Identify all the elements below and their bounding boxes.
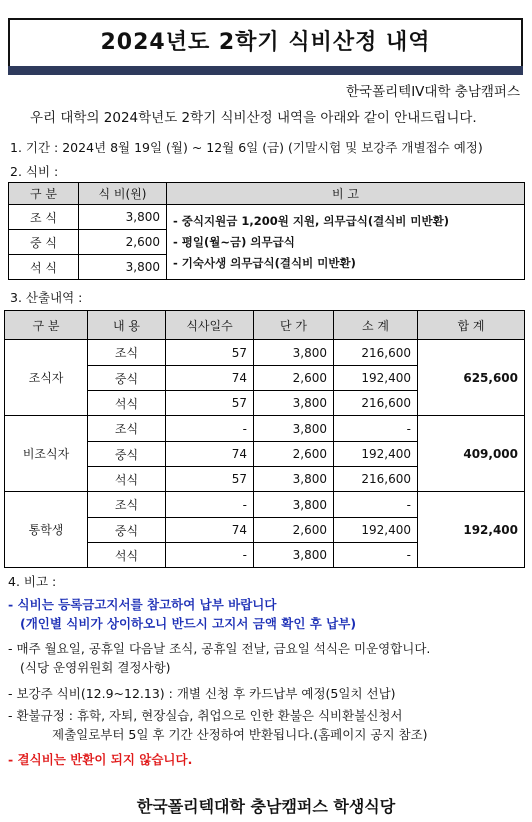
group-name: 통학생 bbox=[5, 492, 88, 568]
subtotal-cell: 192,400 bbox=[334, 518, 418, 543]
note-line: - 중식지원금 1,200원 지원, 의무급식(결식비 미반환) bbox=[173, 213, 450, 228]
remarks-section bbox=[8, 572, 430, 769]
meal-type: 중 식 bbox=[9, 230, 79, 255]
note-line: - 기숙사생 의무급식(결식비 미반환) bbox=[173, 255, 356, 270]
meal-cell: 중식 bbox=[88, 518, 166, 543]
group-name: 비조식자 bbox=[5, 416, 88, 492]
col-note: 비 고 bbox=[167, 183, 525, 205]
meal-cell: 조식 bbox=[88, 340, 166, 366]
subtotal-cell: 192,400 bbox=[334, 366, 418, 391]
period-line: 1. 기간 : 2024년 8월 19일 (월) ~ 12월 6일 (금) (기말시험 및 보강주 개별접수 예정) bbox=[10, 140, 483, 155]
note-line: - 평일(월~금) 의무급식 bbox=[173, 234, 295, 249]
group-total: 625,600 bbox=[418, 340, 525, 416]
col-content: 내 용 bbox=[88, 311, 166, 340]
price-cell: 3,800 bbox=[254, 416, 334, 442]
subtotal-cell: 216,600 bbox=[334, 391, 418, 416]
table-header-row bbox=[9, 183, 525, 205]
subtotal-cell: - bbox=[334, 492, 418, 518]
col-subtotal: 소 계 bbox=[334, 311, 418, 340]
refund-policy-detail: 제출일로부터 5일 후 기간 산정하여 반환됩니다.(홈페이지 공지 참조) bbox=[52, 727, 428, 742]
remarks-label: 4. 비고 : bbox=[8, 574, 57, 589]
col-group: 구 분 bbox=[5, 311, 88, 340]
days-cell: - bbox=[166, 543, 254, 568]
table-row bbox=[5, 416, 525, 442]
meal-cell: 중식 bbox=[88, 366, 166, 391]
price-cell: 3,800 bbox=[254, 492, 334, 518]
price-cell: 3,800 bbox=[254, 543, 334, 568]
days-cell: 74 bbox=[166, 366, 254, 391]
days-cell: - bbox=[166, 416, 254, 442]
subtotal-cell: - bbox=[334, 416, 418, 442]
days-cell: 57 bbox=[166, 467, 254, 492]
meal-notes bbox=[167, 205, 525, 280]
col-total: 합 계 bbox=[418, 311, 525, 340]
meal-price: 3,800 bbox=[79, 255, 167, 280]
meal-type: 석 식 bbox=[9, 255, 79, 280]
days-cell: 57 bbox=[166, 340, 254, 366]
col-type: 구 분 bbox=[9, 183, 79, 205]
meal-price: 3,800 bbox=[79, 205, 167, 230]
table-row bbox=[9, 205, 525, 230]
table-row bbox=[5, 492, 525, 518]
meal-cell: 중식 bbox=[88, 442, 166, 467]
subtotal-cell: 216,600 bbox=[334, 340, 418, 366]
price-cell: 3,800 bbox=[254, 340, 334, 366]
title-underline-bar bbox=[8, 66, 523, 75]
days-cell: - bbox=[166, 492, 254, 518]
col-days: 식사일수 bbox=[166, 311, 254, 340]
meal-cell: 석식 bbox=[88, 391, 166, 416]
operation-notice: - 매주 월요일, 공휴일 다음날 조식, 공휴일 전날, 금요일 석식은 미운영합니다. bbox=[8, 641, 431, 656]
title-box bbox=[8, 18, 523, 66]
col-unit-price: 단 가 bbox=[254, 311, 334, 340]
price-cell: 2,600 bbox=[254, 518, 334, 543]
subtotal-cell: 216,600 bbox=[334, 467, 418, 492]
meal-cell: 석식 bbox=[88, 543, 166, 568]
no-refund-notice: - 결식비는 반환이 되지 않습니다. bbox=[8, 752, 193, 767]
price-cell: 3,800 bbox=[254, 467, 334, 492]
footer-cafeteria: 한국폴리텍대학 충남캠퍼스 학생식당 bbox=[136, 797, 396, 816]
operation-notice-detail: (식당 운영위원회 결정사항) bbox=[20, 660, 171, 675]
subtotal-cell: 192,400 bbox=[334, 442, 418, 467]
meal-cell: 조식 bbox=[88, 492, 166, 518]
days-cell: 57 bbox=[166, 391, 254, 416]
price-cell: 2,600 bbox=[254, 366, 334, 391]
table-header-row bbox=[5, 311, 525, 340]
meal-price: 2,600 bbox=[79, 230, 167, 255]
meal-price-table bbox=[8, 182, 525, 280]
group-name: 조식자 bbox=[5, 340, 88, 416]
meal-type: 조 식 bbox=[9, 205, 79, 230]
table-row bbox=[5, 340, 525, 366]
price-cell: 3,800 bbox=[254, 391, 334, 416]
days-cell: 74 bbox=[166, 442, 254, 467]
calc-table bbox=[4, 310, 525, 568]
intro-text: 우리 대학의 2024학년도 2학기 식비산정 내역을 아래와 같이 안내드립니다. bbox=[30, 110, 477, 126]
payment-notice: - 식비는 등록금고지서를 참고하여 납부 바랍니다 bbox=[8, 597, 277, 612]
makeup-week-notice: - 보강주 식비(12.9~12.13) : 개별 신청 후 카드납부 예정(5일치 선납) bbox=[8, 686, 396, 701]
meal-price-label: 2. 식비 : bbox=[10, 164, 59, 179]
days-cell: 74 bbox=[166, 518, 254, 543]
price-cell: 2,600 bbox=[254, 442, 334, 467]
meal-cell: 석식 bbox=[88, 467, 166, 492]
page-title: 2024년도 2학기 식비산정 내역 bbox=[100, 30, 431, 55]
refund-policy: - 환불규정 : 휴학, 자퇴, 현장실습, 취업으로 인한 환불은 식비환불신청서 bbox=[8, 708, 403, 723]
payment-notice-detail: (개인별 식비가 상이하오니 반드시 고지서 금액 확인 후 납부) bbox=[20, 616, 357, 631]
school-name: 한국폴리텍IV대학 충남캠퍼스 bbox=[346, 84, 520, 100]
group-total: 192,400 bbox=[418, 492, 525, 568]
group-total: 409,000 bbox=[418, 416, 525, 492]
subtotal-cell: - bbox=[334, 543, 418, 568]
col-price: 식 비(원) bbox=[79, 183, 167, 205]
calc-label: 3. 산출내역 : bbox=[10, 290, 83, 305]
meal-cell: 조식 bbox=[88, 416, 166, 442]
